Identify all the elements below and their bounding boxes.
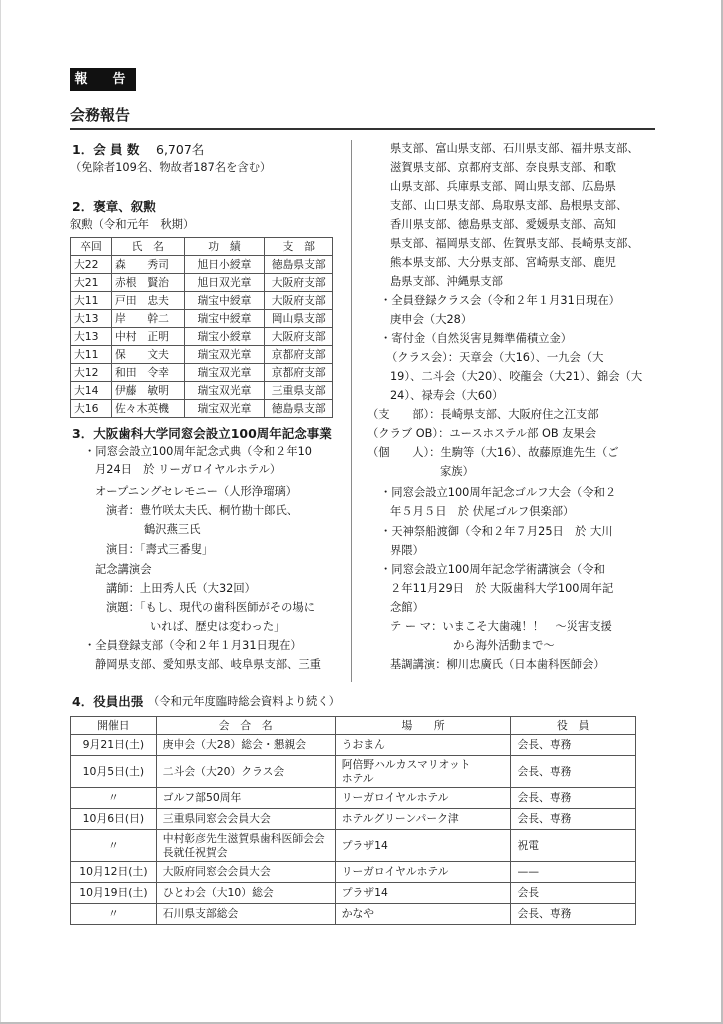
- trips-table-header: [71, 717, 636, 735]
- column-divider: [351, 140, 352, 682]
- table-row: [71, 862, 636, 883]
- member-count-heading: 1．会 員 数: [72, 142, 140, 157]
- table-cell: 瑞宝双光章: [184, 382, 265, 400]
- table-cell: リーガロイヤルホテル: [335, 862, 511, 883]
- table-row: [71, 904, 636, 925]
- table-cell: ホテルグリーンパーク津: [335, 809, 511, 830]
- table-cell: 大16: [71, 400, 112, 418]
- centennial-right-line: （クラス会）：天章会（大16）、一九会（大: [386, 351, 604, 364]
- table-row: [71, 310, 333, 328]
- report-tag: 報 告: [70, 68, 136, 91]
- centennial-right-line: （クラブ OB）：ユースホステル部 OB 友果会: [367, 427, 597, 440]
- table-row: [71, 364, 333, 382]
- table-row: [71, 328, 333, 346]
- awards-col-name: 氏 名: [112, 238, 185, 256]
- table-cell: リーガロイヤルホテル: [335, 788, 511, 809]
- centennial-right-line: 島県支部、沖縄県支部: [390, 275, 503, 288]
- table-cell: 岸 幹二: [112, 310, 185, 328]
- member-count-note: （免除者109名、物故者187名を含む）: [70, 161, 272, 174]
- centennial-left-line: 静岡県支部、愛知県支部、岐阜県支部、三重: [95, 658, 321, 671]
- centennial-right-line: ・全員登録クラス会（令和２年１月31日現在）: [380, 294, 620, 307]
- table-cell: 旭日小綬章: [184, 256, 265, 274]
- centennial-right-line: 県支部、富山県支部、石川県支部、福井県支部、: [390, 142, 639, 155]
- trips-col-place: 場 所: [335, 717, 511, 735]
- table-cell: 保 文夫: [112, 346, 185, 364]
- section-title: 会務報告: [70, 106, 131, 124]
- trips-heading: 4．役員出張: [72, 694, 144, 709]
- table-cell: うおまん: [335, 735, 511, 756]
- table-cell: 戸田 忠夫: [112, 292, 185, 310]
- table-cell: 石川県支部総会: [156, 904, 335, 925]
- centennial-left-line: いれば、歴史は変わった」: [150, 620, 286, 633]
- centennial-right-line: ・同窓会設立100周年記念学術講演会（令和: [380, 563, 605, 576]
- table-cell: 〃: [71, 904, 157, 925]
- table-cell: 瑞宝双光章: [184, 400, 265, 418]
- table-cell: 会長: [511, 883, 636, 904]
- table-cell: 大13: [71, 328, 112, 346]
- table-cell: 岡山県支部: [265, 310, 333, 328]
- awards-subheading: 叙勲（令和元年 秋期）: [70, 218, 195, 231]
- table-cell: プラザ14: [335, 830, 511, 862]
- table-cell: 会長、専務: [511, 904, 636, 925]
- table-row: [71, 400, 333, 418]
- centennial-right-line: 年５月５日 於 伏尾ゴルフ倶楽部）: [390, 505, 575, 518]
- table-cell: 瑞宝中綬章: [184, 292, 265, 310]
- table-cell: 森 秀司: [112, 256, 185, 274]
- centennial-left-line: 鶴沢燕三氏: [144, 523, 201, 536]
- centennial-left-line: 記念講演会: [95, 563, 152, 576]
- centennial-right-line: ２年11月29日 於 大阪歯科大学100周年記: [390, 582, 614, 595]
- table-cell: 佐々木英機: [112, 400, 185, 418]
- centennial-right-line: ・寄付金（自然災害見舞準備積立金）: [380, 332, 573, 345]
- awards-col-branch: 支 部: [265, 238, 333, 256]
- trips-col-date: 開催日: [71, 717, 157, 735]
- centennial-right-line: （個 人）：生駒等（大16）、故藤原進先生（ご: [367, 446, 619, 459]
- trips-col-meeting: 会 合 名: [156, 717, 335, 735]
- table-cell: 10月5日(土): [71, 756, 157, 788]
- centennial-right-line: 家族）: [440, 465, 474, 478]
- table-cell: 祝電: [511, 830, 636, 862]
- table-cell: 大22: [71, 256, 112, 274]
- table-cell: ゴルフ部50周年: [156, 788, 335, 809]
- centennial-right-line: 支部、山口県支部、鳥取県支部、島根県支部、: [390, 199, 628, 212]
- table-cell: 大阪府同窓会会員大会: [156, 862, 335, 883]
- centennial-right-line: 山県支部、兵庫県支部、岡山県支部、広島県: [390, 180, 616, 193]
- awards-col-class: 卒回: [71, 238, 112, 256]
- table-cell: 庚申会（大28）総会・懇親会: [156, 735, 335, 756]
- centennial-right-line: 県支部、福岡県支部、佐賀県支部、長崎県支部、: [390, 237, 639, 250]
- table-cell: 和田 令幸: [112, 364, 185, 382]
- table-row: [71, 256, 333, 274]
- centennial-right-line: 庚申会（大28）: [390, 313, 473, 326]
- table-cell: 旭日双光章: [184, 274, 265, 292]
- table-cell: 大阪府支部: [265, 274, 333, 292]
- centennial-right-line: 24）、禄寿会（大60）: [390, 389, 504, 402]
- table-cell: 大阪府支部: [265, 328, 333, 346]
- table-cell: 中村彰彦先生滋賀県歯科医師会会 長就任祝賀会: [156, 830, 335, 862]
- table-row: [71, 382, 333, 400]
- table-cell: 大11: [71, 346, 112, 364]
- awards-col-merit: 功 績: [184, 238, 265, 256]
- table-cell: 会長、専務: [511, 756, 636, 788]
- table-cell: ひとわ会（大10）総会: [156, 883, 335, 904]
- table-cell: 瑞宝小綬章: [184, 328, 265, 346]
- centennial-right-line: 香川県支部、徳島県支部、愛媛県支部、高知: [390, 218, 616, 231]
- table-row: [71, 809, 636, 830]
- table-row: [71, 788, 636, 809]
- trips-col-officer: 役 員: [511, 717, 636, 735]
- centennial-right-line: 界隈）: [390, 544, 424, 557]
- trips-heading-note: （令和元年度臨時総会資料より続く）: [148, 695, 341, 708]
- centennial-right-line: 滋賀県支部、京都府支部、奈良県支部、和歌: [390, 161, 616, 174]
- table-cell: 大12: [71, 364, 112, 382]
- centennial-right-line: ・同窓会設立100周年記念ゴルフ大会（令和２: [380, 486, 617, 499]
- centennial-left-line: 演題：「もし、現代の歯科医師がその場に: [106, 601, 315, 614]
- centennial-left-line: 演者：豊竹咲太夫氏、桐竹勘十郎氏、: [106, 504, 299, 517]
- table-cell: 瑞宝中綬章: [184, 310, 265, 328]
- table-cell: 伊藤 敏明: [112, 382, 185, 400]
- table-cell: 10月6日(日): [71, 809, 157, 830]
- table-cell: 9月21日(土): [71, 735, 157, 756]
- table-row: [71, 735, 636, 756]
- table-cell: 京都府支部: [265, 364, 333, 382]
- centennial-right-line: 念館）: [390, 601, 424, 614]
- table-cell: かなや: [335, 904, 511, 925]
- centennial-right-line: 19）、二斗会（大20）、咬龍会（大21）、錦会（大: [390, 370, 643, 383]
- table-cell: 京都府支部: [265, 346, 333, 364]
- table-cell: 瑞宝双光章: [184, 364, 265, 382]
- table-cell: 大阪府支部: [265, 292, 333, 310]
- table-cell: 阿倍野ハルカスマリオット ホテル: [335, 756, 511, 788]
- table-cell: 三重県支部: [265, 382, 333, 400]
- table-cell: 徳島県支部: [265, 256, 333, 274]
- table-cell: 〃: [71, 788, 157, 809]
- table-row: [71, 274, 333, 292]
- table-cell: 大14: [71, 382, 112, 400]
- centennial-right-line: （支 部）：長崎県支部、大阪府住之江支部: [367, 408, 599, 421]
- table-cell: 赤根 賢治: [112, 274, 185, 292]
- trips-table: [70, 716, 636, 925]
- awards-heading: 2．褒章、叙勲: [72, 199, 156, 214]
- page-edge-left: [0, 0, 1, 1024]
- centennial-left-line: 月24日 於 リーガロイヤルホテル）: [95, 463, 282, 476]
- table-cell: 徳島県支部: [265, 400, 333, 418]
- table-cell: 10月19日(土): [71, 883, 157, 904]
- member-count-value: 6,707名: [156, 142, 205, 157]
- centennial-right-line: テ ー マ：いまこそ大歯魂！！ 〜災害支援: [390, 620, 612, 633]
- table-cell: プラザ14: [335, 883, 511, 904]
- centennial-left-line: ・全員登録支部（令和２年１月31日現在）: [84, 639, 302, 652]
- centennial-right-line: 基調講演：柳川忠廣氏（日本歯科医師会）: [390, 658, 605, 671]
- table-cell: 大21: [71, 274, 112, 292]
- table-row: [71, 830, 636, 862]
- table-cell: 大11: [71, 292, 112, 310]
- table-cell: 大13: [71, 310, 112, 328]
- table-cell: 会長、専務: [511, 788, 636, 809]
- table-row: [71, 346, 333, 364]
- table-row: [71, 292, 333, 310]
- centennial-left-line: 講師：上田秀人氏（大32回）: [106, 582, 256, 595]
- table-cell: 会長、専務: [511, 809, 636, 830]
- section-rule: [70, 128, 655, 130]
- centennial-left-line: ・同窓会設立100周年記念式典（令和２年10: [84, 445, 312, 458]
- table-row: [71, 883, 636, 904]
- awards-table-header: [71, 238, 333, 256]
- centennial-left-line: オープニングセレモニー（人形浄瑠璃）: [95, 485, 297, 498]
- table-cell: 中村 正明: [112, 328, 185, 346]
- centennial-right-line: から海外活動まで〜: [453, 639, 555, 652]
- centennial-right-line: 熊本県支部、大分県支部、宮崎県支部、鹿児: [390, 256, 616, 269]
- table-cell: 10月12日(土): [71, 862, 157, 883]
- centennial-heading: 3．大阪歯科大学同窓会設立100周年記念事業: [72, 426, 332, 441]
- centennial-right-line: ・天神祭船渡御（令和２年７月25日 於 大川: [380, 525, 613, 538]
- centennial-left-line: 演目：「壽式三番叟」: [106, 543, 214, 556]
- table-cell: 会長、専務: [511, 735, 636, 756]
- table-row: [71, 756, 636, 788]
- table-cell: 〃: [71, 830, 157, 862]
- table-cell: 三重県同窓会会員大会: [156, 809, 335, 830]
- table-cell: ——: [511, 862, 636, 883]
- table-cell: 二斗会（大20）クラス会: [156, 756, 335, 788]
- awards-table: [70, 237, 333, 418]
- table-cell: 瑞宝双光章: [184, 346, 265, 364]
